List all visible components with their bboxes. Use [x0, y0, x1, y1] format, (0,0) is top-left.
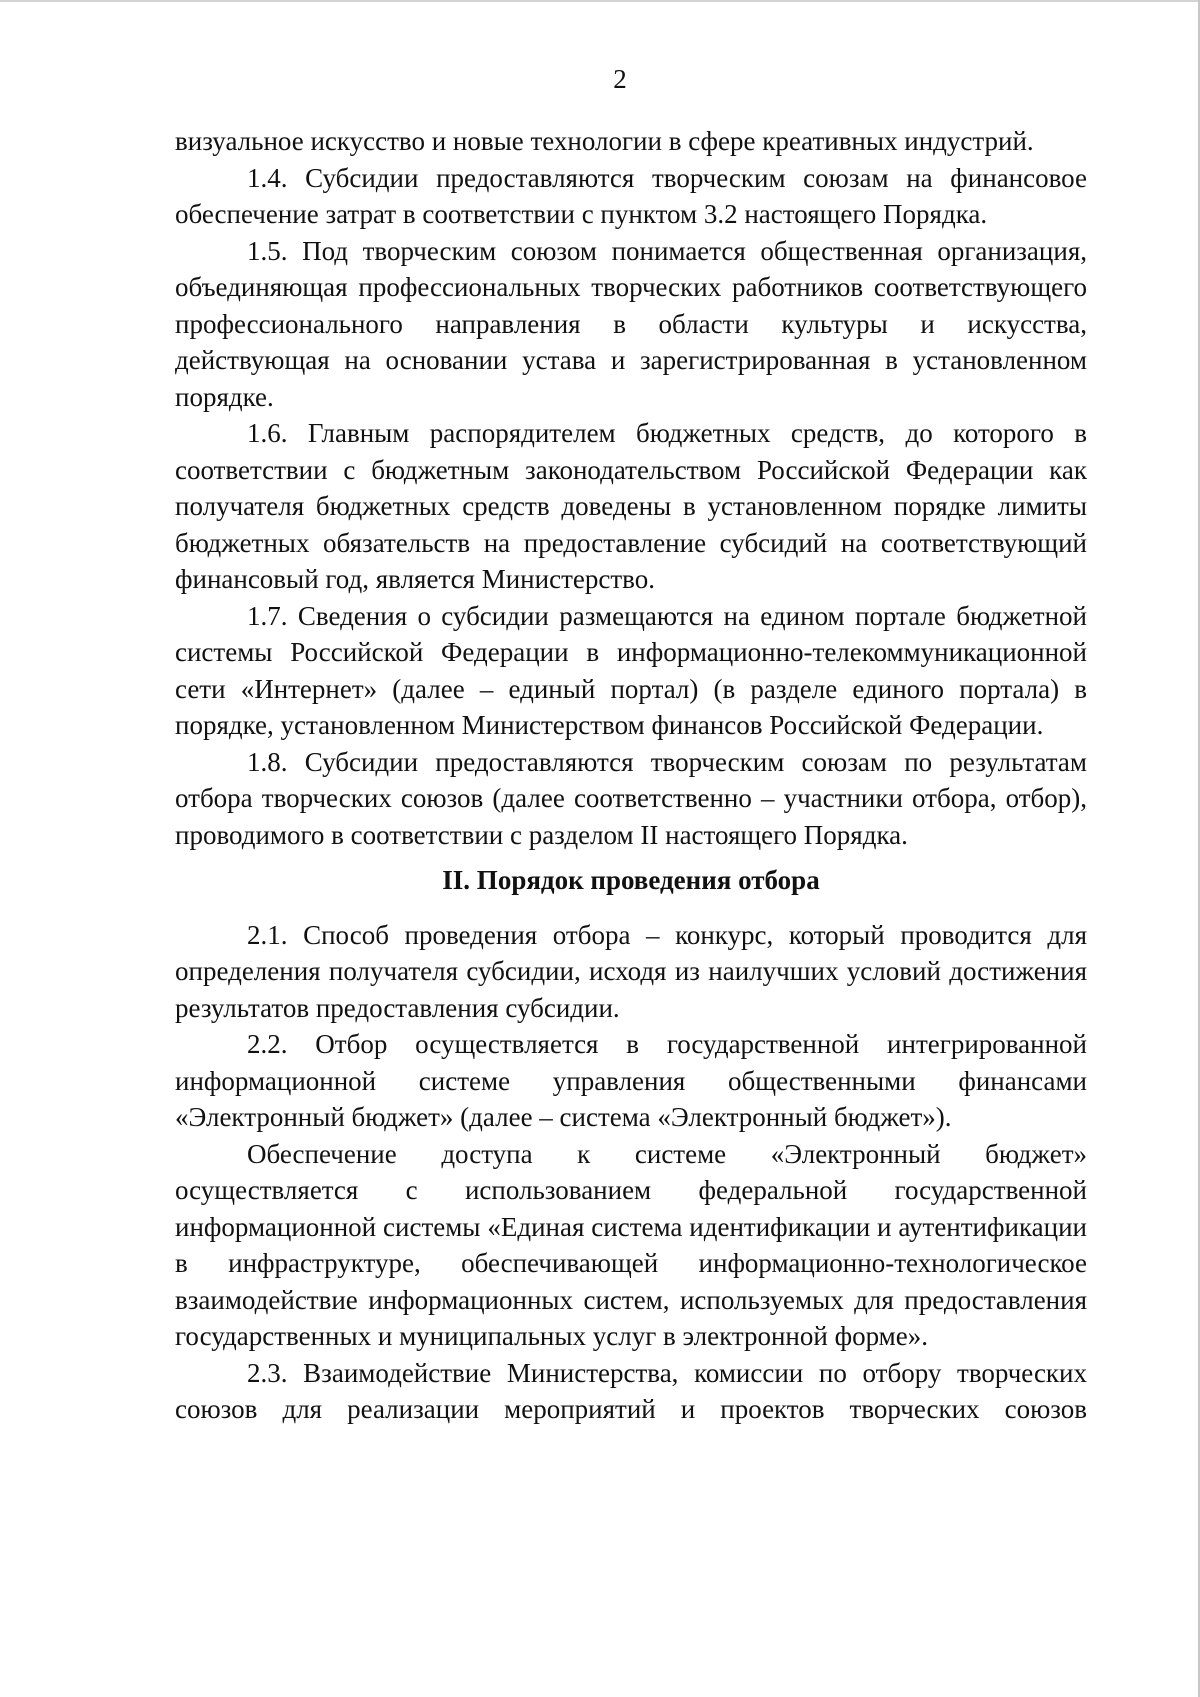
paragraph-1-7: 1.7. Сведения о субсидии размещаются на едином портале бюджетной системы Российской Федерации в информационно-телекоммуникационной сети «Интернет» (далее – единый портал) (в разделе единого портала) в порядке, установленном Министерством финансов Российской Федерации. — [175, 600, 1087, 740]
paragraph-2-3: 2.3. Взаимодействие Министерства, комиссии по отбору творческих союзов для реализации мероприятий и проектов творческих союзов — [175, 1357, 1087, 1424]
paragraph-2-2-access: Обеспечение доступа к системе «Электронный бюджет» осуществляется с использованием федеральной государственной информационной системы «Единая система идентификации и аутентификации в инфраструктуре, обеспечивающей информационно-технологическое взаимодействие информационных систем, используемых для предоставления государственных и муниципальных услуг в электронной форме». — [175, 1138, 1087, 1351]
paragraph-1-5: 1.5. Под творческим союзом понимается общественная организация, объединяющая профессиональных творческих работников соответствующего профессионального направления в области культуры и искусства, действующая на основании устава и зарегистрированная в установленном порядке. — [175, 235, 1087, 412]
paragraph-2-2: 2.2. Отбор осуществляется в государственной интегрированной информационной системе управления общественными финансами «Электронный бюджет» (далее – система «Электронный бюджет»). — [175, 1029, 1087, 1132]
section-2-heading: II. Порядок проведения отбора — [442, 865, 820, 895]
paragraph-1-4: 1.4. Субсидии предоставляются творческим союзам на финансовое обеспечение затрат в соответствии с пунктом 3.2 настоящего Порядка. — [175, 162, 1087, 229]
paragraph-1-6: 1.6. Главным распорядителем бюджетных средств, до которого в соответствии с бюджетным законодательством Российской Федерации как получателя бюджетных средств доведены в установленном порядке лимиты бюджетных обязательств на предоставление субсидий на соответствующий финансовый год, является Министерство. — [175, 418, 1087, 594]
document-body — [175, 123, 1087, 1428]
paragraph-2-1: 2.1. Способ проведения отбора – конкурс, который проводится для определения получателя субсидии, исходя из наилучших условий достижения результатов предоставления субсидии. — [175, 919, 1087, 1023]
page-number: 2 — [613, 64, 627, 94]
paragraph-1-8: 1.8. Субсидии предоставляются творческим союзам по результатам отбора творческих союзов (далее соответственно – участники отбора, отбор), проводимого в соответствии с разделом II настоящего Порядка. — [175, 746, 1087, 850]
page-top-edge — [0, 0, 1200, 2]
paragraph-1-3-continuation: визуальное искусство и новые технологии в сфере креативных индустрий. — [175, 126, 1034, 156]
